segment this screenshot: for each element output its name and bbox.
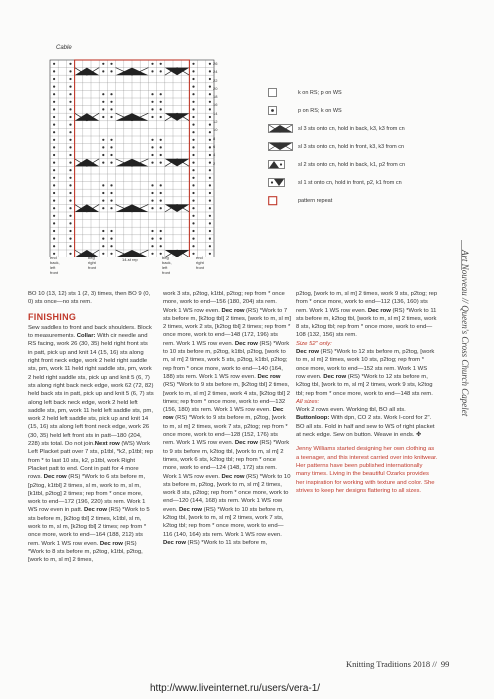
purl-dot xyxy=(69,63,71,65)
instruction-label: Dec row xyxy=(221,307,245,314)
purl-dot xyxy=(102,93,104,95)
purl-dot xyxy=(151,139,153,141)
purl-dot xyxy=(110,63,112,65)
instruction-text: (RS) *Work to 9 sts before m, p2tog, [work to m, sl m] 2 times, work 7 sts, p2tog; rep from * once more, work to end—128 (152, 176) sts rem. Work 1 WS row even. xyxy=(163,415,288,447)
p-on-rs-icon xyxy=(268,106,278,116)
purl-dot xyxy=(69,222,71,224)
purl-dot xyxy=(160,154,162,156)
purl-dot xyxy=(209,207,211,209)
purl-dot xyxy=(192,131,194,133)
purl-dot xyxy=(192,207,194,209)
purl-dot xyxy=(69,207,71,209)
row-number: 4 xyxy=(213,152,216,158)
purl-dot xyxy=(209,184,211,186)
purl-dot xyxy=(160,63,162,65)
purl-dot xyxy=(151,207,153,209)
key-item-c6f: sl 3 sts onto cn, hold in front, k3, k3 from cn xyxy=(268,142,448,154)
purl-dot xyxy=(102,70,104,72)
purl-dot xyxy=(209,192,211,194)
purl-dot xyxy=(151,230,153,232)
purl-dot xyxy=(151,146,153,148)
chart-title: Cable xyxy=(56,45,72,51)
purl-dot xyxy=(53,192,55,194)
label-beg-right: beg right front xyxy=(88,255,97,270)
purl-dot xyxy=(160,108,162,110)
instruction-text: (RS) *Work to 8 sts before m, p2tog, k1tbl, p2tog, [work to m, sl m] 2 times, xyxy=(28,540,143,564)
purl-dot xyxy=(53,78,55,80)
purl-dot xyxy=(192,245,194,247)
purl-dot xyxy=(53,86,55,88)
purl-dot xyxy=(102,184,104,186)
purl-dot xyxy=(53,169,55,171)
purl-dot xyxy=(160,207,162,209)
instruction-label: Dec row xyxy=(221,473,245,480)
purl-dot xyxy=(110,108,112,110)
label-end-right: end right front xyxy=(196,255,205,270)
purl-dot xyxy=(192,124,194,126)
instruction-label: Dec row xyxy=(323,373,347,380)
instruction-text: Work 2 rows even. Working tbl, BO all sts. xyxy=(296,407,406,414)
purl-dot xyxy=(102,139,104,141)
purl-dot xyxy=(53,108,55,110)
purl-dot xyxy=(151,93,153,95)
purl-dot xyxy=(102,146,104,148)
row-number: 16 xyxy=(213,102,218,108)
purl-dot xyxy=(53,63,55,65)
purl-dot xyxy=(192,63,194,65)
row-number: 22 xyxy=(213,77,218,83)
purl-dot xyxy=(110,184,112,186)
purl-dot xyxy=(53,101,55,103)
purl-dot xyxy=(69,200,71,202)
purl-dot xyxy=(209,177,211,179)
purl-dot xyxy=(69,146,71,148)
purl-dot xyxy=(102,207,104,209)
purl-dot xyxy=(160,184,162,186)
purl-dot xyxy=(209,245,211,247)
purl-dot xyxy=(151,101,153,103)
purl-dot xyxy=(192,184,194,186)
footer-title: Knitting Traditions 2018 // xyxy=(346,659,437,669)
purl-dot xyxy=(69,108,71,110)
purl-dot xyxy=(151,154,153,156)
purl-dot xyxy=(53,131,55,133)
purl-dot xyxy=(53,230,55,232)
purl-dot xyxy=(160,238,162,240)
purl-dot xyxy=(209,162,211,164)
purl-dot xyxy=(209,131,211,133)
key-item-t3b: sl 2 sts onto cn, hold in back, k1, p2 from cn xyxy=(268,160,448,172)
instruction-text: p2tog, [work to m, sl m] 2 times, work 9 sts, p2tog; rep from * once more, work to end—112 (136, 160) sts rem. Work 1 WS row even. xyxy=(296,291,438,314)
purl-dot xyxy=(69,154,71,156)
purl-dot xyxy=(209,63,211,65)
purl-dot xyxy=(192,70,194,72)
purl-dot xyxy=(160,93,162,95)
purl-dot xyxy=(192,215,194,217)
row-number: 8 xyxy=(213,135,216,141)
purl-dot xyxy=(110,70,112,72)
instruction-label: Dec row xyxy=(99,540,123,547)
purl-dot xyxy=(151,184,153,186)
cable-chart xyxy=(48,52,216,257)
purl-dot xyxy=(110,101,112,103)
instruction-text: (RS) *Work to 12 sts before m, k2tog tbl, [work to m, sl m] 2 times, work 9 sts, k2tog tbl; rep from * once more, work to end—148 sts rem. xyxy=(296,373,433,397)
instruction-text: (RS) *Work to 9 sts before m, k2tog tbl, [work to m, sl m] 2 times, work 6 sts, k2tog tbl; rep from * once more, work to end—124 (148, 172) sts rem. Work 1 WS row even. xyxy=(163,440,290,480)
row-number: 24 xyxy=(213,69,218,75)
purl-dot xyxy=(69,162,71,164)
purl-dot xyxy=(209,93,211,95)
purl-dot xyxy=(192,93,194,95)
purl-dot xyxy=(102,200,104,202)
size-subheading: Size 52" only: xyxy=(296,340,332,347)
purl-dot xyxy=(151,116,153,118)
purl-dot xyxy=(209,169,211,171)
key-item-knit: k on RS; p on WS xyxy=(268,88,448,100)
purl-dot xyxy=(151,192,153,194)
purl-dot xyxy=(53,207,55,209)
instruction-label: Dec row xyxy=(234,340,258,347)
purl-dot xyxy=(53,124,55,126)
purl-dot xyxy=(102,230,104,232)
purl-dot xyxy=(110,192,112,194)
running-header: Art Nouveau // Queen's Cross Church Capelet xyxy=(460,250,470,417)
purl-dot xyxy=(151,108,153,110)
purl-dot xyxy=(151,63,153,65)
purl-dot xyxy=(69,192,71,194)
source-watermark: http://www.liveinternet.ru/users/vera-1/ xyxy=(150,683,321,694)
instruction-label: Dec row xyxy=(163,407,284,422)
row-number: 18 xyxy=(213,94,218,100)
purl-dot xyxy=(53,200,55,202)
purl-dot xyxy=(209,154,211,156)
purl-dot xyxy=(102,238,104,240)
purl-dot xyxy=(110,230,112,232)
instruction-text: (RS) *Work to 6 sts before m, [p2tog, k1tbl] 2 times, sl m, work to m, sl m, [k1tbl, p2tog] 2 times; rep from * once more, work to end—172 (196, 220) sts rem. Work 1 WS row even in patt. xyxy=(28,474,146,514)
purl-dot xyxy=(69,169,71,171)
instruction-text: (RS) *Work to 10 sts before m, p2tog, [work to m, sl m] 2 times, work 8 sts, p2tog; rep from * once more, work to end—120 (144, 168) sts rem. Work 1 WS row even. xyxy=(163,473,291,513)
purl-dot xyxy=(160,200,162,202)
key-item-repeat: pattern repeat xyxy=(268,196,448,208)
purl-dot xyxy=(209,70,211,72)
sl3-front-icon xyxy=(268,142,294,152)
purl-dot xyxy=(102,101,104,103)
purl-dot xyxy=(192,192,194,194)
purl-dot xyxy=(102,245,104,247)
instruction-label: Dec row xyxy=(296,349,319,356)
purl-dot xyxy=(102,154,104,156)
instruction-text: work 3 sts, p2tog, k1tbl, p2tog; rep from * once more, work to end—156 (180, 204) sts rem. Work 1 WS row even. xyxy=(163,291,285,314)
purl-dot xyxy=(192,238,194,240)
purl-dot xyxy=(110,146,112,148)
size-subheading: All sizes: xyxy=(296,398,320,405)
purl-dot xyxy=(69,131,71,133)
purl-dot xyxy=(102,192,104,194)
purl-dot xyxy=(192,222,194,224)
purl-dot xyxy=(110,154,112,156)
purl-dot xyxy=(192,86,194,88)
row-number: 2 xyxy=(213,160,216,166)
purl-dot xyxy=(110,93,112,95)
purl-dot xyxy=(192,177,194,179)
k-on-rs-icon xyxy=(268,88,278,98)
key-item-c6b: sl 3 sts onto cn, hold in back, k3, k3 from cn xyxy=(268,124,448,136)
row-number: 14 xyxy=(213,110,218,116)
instruction-label: Buttonloop: xyxy=(296,415,330,422)
row-number: 6 xyxy=(213,143,216,149)
purl-dot xyxy=(192,108,194,110)
row-number: 20 xyxy=(213,85,218,91)
purl-dot xyxy=(69,86,71,88)
purl-dot xyxy=(53,116,55,118)
label-repeat: 14-st rep xyxy=(122,257,138,262)
purl-dot xyxy=(209,146,211,148)
purl-dot xyxy=(192,169,194,171)
purl-dot xyxy=(160,139,162,141)
purl-dot xyxy=(209,78,211,80)
purl-dot xyxy=(192,154,194,156)
purl-dot xyxy=(192,200,194,202)
label-end-back: end back, left front xyxy=(50,255,60,275)
purl-dot xyxy=(160,146,162,148)
sl3-back-icon xyxy=(268,124,294,134)
purl-dot xyxy=(160,230,162,232)
purl-dot xyxy=(151,245,153,247)
purl-dot xyxy=(160,192,162,194)
instruction-label: Dec row xyxy=(179,506,202,513)
purl-dot xyxy=(209,116,211,118)
sl2-front-icon xyxy=(268,160,286,170)
purl-dot xyxy=(209,139,211,141)
purl-dot xyxy=(69,70,71,72)
purl-dot xyxy=(69,101,71,103)
purl-dot xyxy=(209,108,211,110)
instruction-label: Dec row xyxy=(83,507,107,514)
key-item-purl: p on RS; k on WS xyxy=(268,106,448,118)
instruction-text: Sew saddles to front and back shoulders. Block to measurements. xyxy=(28,324,152,340)
instruction-text: (RS) *Work to 10 sts before m, k2tog tbl, [work to m, sl m] 2 times, work 7 sts, k2tog tbl; rep from * once more, work to end—116 (140, 164) sts rem. Work 1 WS row even. xyxy=(163,506,284,538)
purl-dot xyxy=(110,200,112,202)
purl-dot xyxy=(53,245,55,247)
purl-dot xyxy=(53,154,55,156)
instruction-text: With cir needle and RS facing, work 26 (30, 35) held right front sts in patt, pick up and knit 14 (15, 16) sts along right front neck edge, work 2 held right saddle sts, pm, work 11 held right saddle sts, pm, work 2 held right saddle sts, pick up and knit 5 (6, 7) sts along right back neck edge, work 62 (72, 82) held back sts in patt, pick up and knit 5 (6, 7) sts along left back neck edge, work 2 held left saddle sts, pm, work 11 held left saddle sts, pm, work 2 held left saddle sts, pick up and knit 14 (15, 16) sts along left front neck edge, work 26 (30, 35) held left front sts in patt—180 (204, 228) sts total. Do not join. xyxy=(28,333,154,448)
instruction-text: (RS) *Work to 9 sts before m, [k2tog tbl] 2 times, [work to m, sl m] 2 times, work 4 sts, [k2tog tbl] 2 times; rep from * once more, work to end—132 (156, 180) sts rem. Work 1 WS row even. xyxy=(163,382,291,414)
label-beg-back: beg back, left front xyxy=(162,255,172,275)
purl-dot xyxy=(160,116,162,118)
purl-dot xyxy=(53,222,55,224)
pattern-repeat-icon xyxy=(268,196,278,206)
designer-bio: Jenny Williams started designing her own clothing as a teenager, and this interest carried over into knitwear. Her patterns have been published internationally many times. Living in the beautiful Ozarks provides her inspiration for working with texture and color. She strives to keep her designs flattering to all sizes. xyxy=(296,446,438,494)
purl-dot xyxy=(102,108,104,110)
row-number: 26 xyxy=(213,61,218,66)
purl-dot xyxy=(160,70,162,72)
row-number: 12 xyxy=(213,119,218,125)
chart-bottom-labels xyxy=(50,253,225,281)
instruction-text: (WS) Work Left Placket patt over 7 sts, p1tbl, *k2, p1tbl; rep from * to last 10 sts, k2, p1tbl, work Right Placket patt to end. Cont in patt for 4 more rows. xyxy=(28,441,154,481)
instruction-text: (RS) *Work to 12 sts before m, p2tog, [work to m, sl m] 2 times, work 10 sts, p2tog; rep from * once more, work to end—152 sts rem. Work 1 WS row even. xyxy=(296,349,435,380)
instruction-text: BO 10 (13, 12) sts 1 (2, 3) times, then BO 9 (0, 0) sts once—no sts rem. xyxy=(28,291,151,306)
purl-dot xyxy=(151,200,153,202)
purl-dot xyxy=(69,230,71,232)
purl-dot xyxy=(53,70,55,72)
purl-dot xyxy=(151,70,153,72)
purl-dot xyxy=(192,162,194,164)
purl-dot xyxy=(53,238,55,240)
instruction-label: Collar: xyxy=(76,333,96,340)
purl-dot xyxy=(69,78,71,80)
purl-dot xyxy=(209,215,211,217)
purl-dot xyxy=(209,124,211,126)
purl-dot xyxy=(192,230,194,232)
purl-dot xyxy=(69,124,71,126)
purl-dot xyxy=(69,116,71,118)
instruction-label: Dec row xyxy=(43,474,67,481)
purl-dot xyxy=(102,162,104,164)
purl-dot xyxy=(110,116,112,118)
purl-dot xyxy=(53,184,55,186)
purl-dot xyxy=(53,162,55,164)
instruction-text: (RS) *Work to 5 sts before m, [k2tog tbl] 2 times, k1tbl, sl m, work to m, sl m, [k2tog tbl] 2 times; rep from * once more, work to end—164 (188, 212) sts rem. Work 1 WS row even. xyxy=(28,507,150,547)
instruction-text: (RS) *Work to 7 sts before m, [k2tog tbl] 2 times, [work to m, sl m] 2 times, work 2 sts, [k2tog tbl] 2 times; rep from * once more, work to end—148 (172, 196) sts rem. Work 1 WS row even. xyxy=(163,307,291,347)
page-footer xyxy=(346,659,449,669)
text-column-2 xyxy=(163,290,291,547)
purl-dot xyxy=(192,116,194,118)
purl-dot xyxy=(69,184,71,186)
purl-dot xyxy=(102,63,104,65)
purl-dot xyxy=(53,215,55,217)
purl-dot xyxy=(192,146,194,148)
instruction-label: Next row xyxy=(94,441,120,448)
section-heading: FINISHING xyxy=(28,311,77,322)
purl-dot xyxy=(209,222,211,224)
purl-dot xyxy=(209,101,211,103)
purl-dot xyxy=(53,146,55,148)
purl-dot xyxy=(69,93,71,95)
purl-dot xyxy=(192,78,194,80)
key-item-t3f: sl 1 st onto cn, hold in front, p2, k1 from cn xyxy=(268,178,448,190)
purl-dot xyxy=(160,101,162,103)
purl-dot xyxy=(53,177,55,179)
instruction-label: Dec row xyxy=(257,373,281,380)
purl-dot xyxy=(53,139,55,141)
instruction-text: (RS) *Work to 10 sts before m, p2tog, k1tbl, p2tog, [work to m, sl m] 2 times, work 5 sts, p2tog, k1tbl, p2tog; rep from * once more, work to end—140 (164, 188) sts rem. Work 1 WS row even. xyxy=(163,340,290,380)
purl-dot xyxy=(69,139,71,141)
purl-dot xyxy=(110,207,112,209)
purl-dot xyxy=(160,162,162,164)
instruction-label: Dec row xyxy=(367,307,391,314)
purl-dot xyxy=(110,238,112,240)
instruction-text: With dpn, CO 2 sts. Work I-cord for 2". BO all sts. Fold in half and sew to WS of right placket at neck edge. Sew on button. Weave in ends. ✤ xyxy=(296,415,435,439)
purl-dot xyxy=(209,86,211,88)
instruction-label: Dec row xyxy=(234,440,258,447)
page-number: 99 xyxy=(440,659,450,669)
purl-dot xyxy=(192,101,194,103)
purl-dot xyxy=(69,245,71,247)
purl-dot xyxy=(151,238,153,240)
purl-dot xyxy=(69,238,71,240)
purl-dot xyxy=(160,245,162,247)
purl-dot xyxy=(209,230,211,232)
purl-dot xyxy=(69,215,71,217)
purl-dot xyxy=(69,177,71,179)
purl-dot xyxy=(209,238,211,240)
purl-dot xyxy=(53,93,55,95)
purl-dot xyxy=(192,139,194,141)
purl-dot xyxy=(110,139,112,141)
purl-dot xyxy=(102,116,104,118)
text-column-3 xyxy=(296,290,438,495)
row-number: 10 xyxy=(213,127,218,133)
chart-row-numbers xyxy=(213,60,227,168)
purl-dot xyxy=(209,200,211,202)
instruction-text: (RS) *Work to 11 sts before m, k2tog tbl, [work to m, sl m] 2 times, work 8 sts, k2tog tbl; rep from * once more, work to end—108 (132, 156) sts rem. xyxy=(296,307,437,339)
purl-dot xyxy=(151,162,153,164)
purl-dot xyxy=(110,245,112,247)
instruction-text: (RS) *Work to 11 sts before m, xyxy=(185,539,268,546)
purl-dot xyxy=(110,162,112,164)
text-column-1 xyxy=(28,290,154,565)
instruction-label: Dec row xyxy=(163,539,186,546)
sl1-front-icon xyxy=(268,178,286,188)
